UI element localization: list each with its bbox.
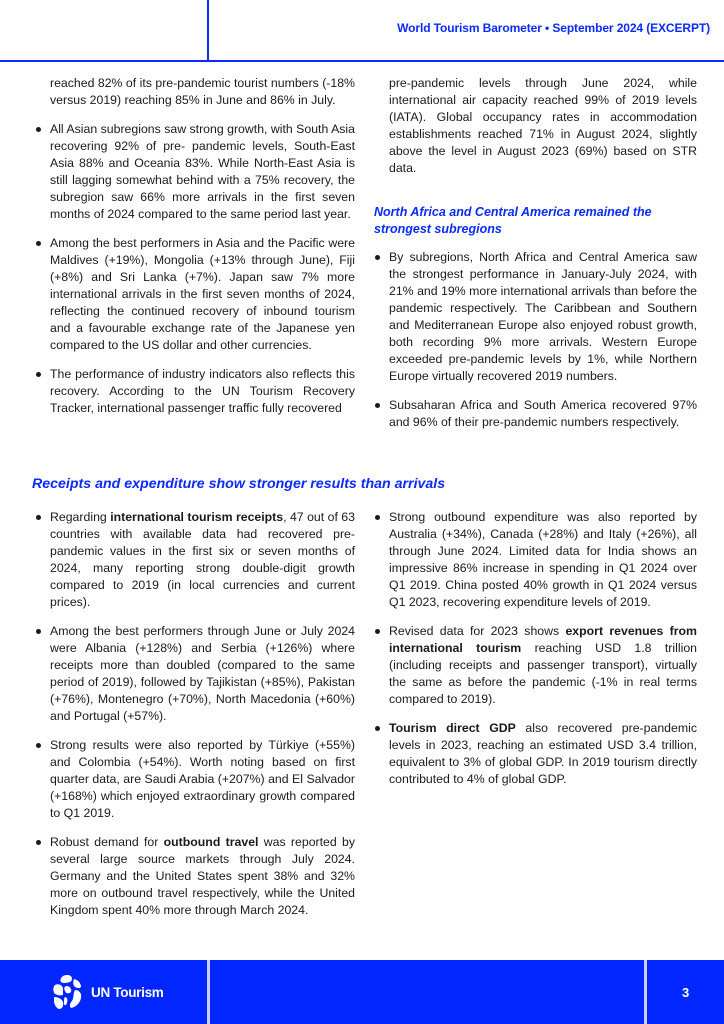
left-column-top <box>35 75 355 429</box>
text-run: Revised data for 2023 shows <box>389 624 566 638</box>
text-run: Strong results were also reported by Türkiye (+55%) and Colombia (+54%). Worth noting based on first quarter data, are Saudi Arabia (+207%) and El Salvador (+168%) which enjoyed extraordinary growth compared to Q1 2019. <box>50 738 355 820</box>
footer-divider <box>207 960 210 1024</box>
bullet-icon <box>36 629 41 634</box>
bullet-list <box>374 509 697 788</box>
list-item <box>374 249 697 385</box>
list-item <box>35 366 355 417</box>
bullet-icon <box>36 241 41 246</box>
text-run: Strong outbound expenditure was also reported by Australia (+34%), Canada (+28%) and Italy (+26%), all through June 2024. Limited data for India shows an impressive 86% increase in spending in Q1 2024 over Q1 2019. China posted 40% growth in Q1 2024 versus Q1 2023, recovering expenditure levels of 2019. <box>389 510 697 609</box>
list-item-text: By subregions, North Africa and Central America saw the strongest performance in January-July 2024, with 21% and 19% more international arrivals than before the pandemic respectively. The Caribbean and Southern and Mediterranean Europe also enjoyed robust growth, both recording 9% more arrivals. Western Europe exceeded pre-pandemic levels by 1%, while Northern Europe virtually recovered 2019 numbers. <box>389 250 697 383</box>
bullet-icon <box>36 743 41 748</box>
subheading: North Africa and Central America remained the strongest subregions <box>374 205 652 236</box>
right-column-top <box>374 75 697 443</box>
text-run: Regarding <box>50 510 111 524</box>
text-run: Robust demand for <box>50 835 164 849</box>
bullet-list <box>374 249 697 431</box>
list-item <box>35 509 355 611</box>
list-item <box>374 623 697 708</box>
bold-text: international tourism receipts <box>110 510 284 524</box>
text-run: , 47 out of 63 countries with available data had recovered pre-pandemic values in the first six or seven months of 2024, many reporting strong double-digit growth compared to 2019 (in local currencies and current prices). <box>50 510 355 609</box>
header-divider-horizontal <box>0 60 724 62</box>
bullet-icon <box>375 403 380 408</box>
header-divider-vertical <box>207 0 209 62</box>
bullet-list <box>35 121 355 417</box>
bullet-icon <box>375 515 380 520</box>
text-run: reaching USD 1.8 trillion (including receipts and passenger transport), virtually the same as before the pandemic (-1% in real terms compared to 2019). <box>389 641 697 706</box>
continued-paragraph: reached 82% of its pre-pandemic tourist numbers (-18% versus 2019) reaching 85% in June and 86% in July. <box>50 76 355 107</box>
list-item <box>374 397 697 431</box>
bold-text: outbound travel <box>163 835 259 849</box>
list-item <box>374 509 697 611</box>
bold-text: export revenues from international tourism <box>389 624 697 655</box>
list-item <box>35 235 355 354</box>
text-run: Among the best performers through June or July 2024 were Albania (+128%) and Serbia (+126%) where receipts more than doubled (compared to the same period of 2019), followed by Tajikistan (+85%), Pakistan (+76%), Montenegro (+70%), North Macedonia (+60%) and Portugal (+57%). <box>50 624 355 723</box>
bullet-icon <box>375 629 380 634</box>
text-run: was reported by several large source markets through July 2024. Germany and the United States spent 38% and 32% more on outbound travel respectively, while the United Kingdom spent 40% more through March 2024. <box>50 835 356 917</box>
un-tourism-logo <box>50 973 164 1011</box>
list-item-text: Among the best performers in Asia and the Pacific were Maldives (+19%), Mongolia (+13% through June), Fiji (+8%) and Sri Lanka (+7%). Japan saw 7% more international arrivals in the first seven months of 2024, reflecting the continued recovery of inbound tourism and a favourable exchange rate of the Japanese yen compared to the US dollar and other currencies. <box>50 236 355 352</box>
list-item <box>35 121 355 223</box>
list-item <box>35 623 355 725</box>
logo-text: UN Tourism <box>91 984 164 1000</box>
list-item-text: All Asian subregions saw strong growth, with South Asia recovering 92% of pre- pandemic levels, South-East Asia 88% and Oceania 83%. While North-East Asia is still lagging somewhat behind with a 75% recovery, the subregion saw 66% more arrivals in the first seven months of 2024 compared to the same period last year. <box>50 122 355 221</box>
bullet-icon <box>375 255 380 260</box>
footer-bar <box>0 960 724 1024</box>
list-item-text: Subsaharan Africa and South America recovered 97% and 96% of their pre-pandemic numbers respectively. <box>389 398 697 429</box>
bullet-icon <box>36 372 41 377</box>
bullet-icon <box>36 515 41 520</box>
list-item-text: The performance of industry indicators also reflects this recovery. According to the UN Tourism Recovery Tracker, international passenger traffic fully recovered <box>50 367 355 415</box>
list-item <box>35 737 355 822</box>
list-item <box>35 834 355 919</box>
bullet-icon <box>375 726 380 731</box>
section-heading: Receipts and expenditure show stronger results than arrivals <box>32 476 446 492</box>
page-number: 3 <box>682 985 690 1000</box>
right-column-bottom <box>374 509 697 800</box>
bullet-icon <box>36 840 41 845</box>
continued-paragraph: pre-pandemic levels through June 2024, while international air capacity reached 99% of 2019 levels (IATA). Global occupancy rates in accommodation establishments reached 71% in August 2024, slightly above the level in August 2023 (69%) based on STR data. <box>389 76 697 175</box>
bullet-list <box>35 509 355 919</box>
un-tourism-logo-icon <box>50 973 84 1011</box>
footer-divider <box>644 960 647 1024</box>
text-run: also recovered pre-pandemic levels in 2023, reaching an estimated USD 3.4 trillion, equivalent to 3% of global GDP. In 2019 tourism directly contributed to 4% of global GDP. <box>389 721 697 786</box>
left-column-bottom <box>35 509 355 931</box>
bold-text: Tourism direct GDP <box>389 721 516 735</box>
running-header-title: World Tourism Barometer • September 2024 (EXCERPT) <box>397 21 710 35</box>
list-item <box>374 720 697 788</box>
bullet-icon <box>36 127 41 132</box>
